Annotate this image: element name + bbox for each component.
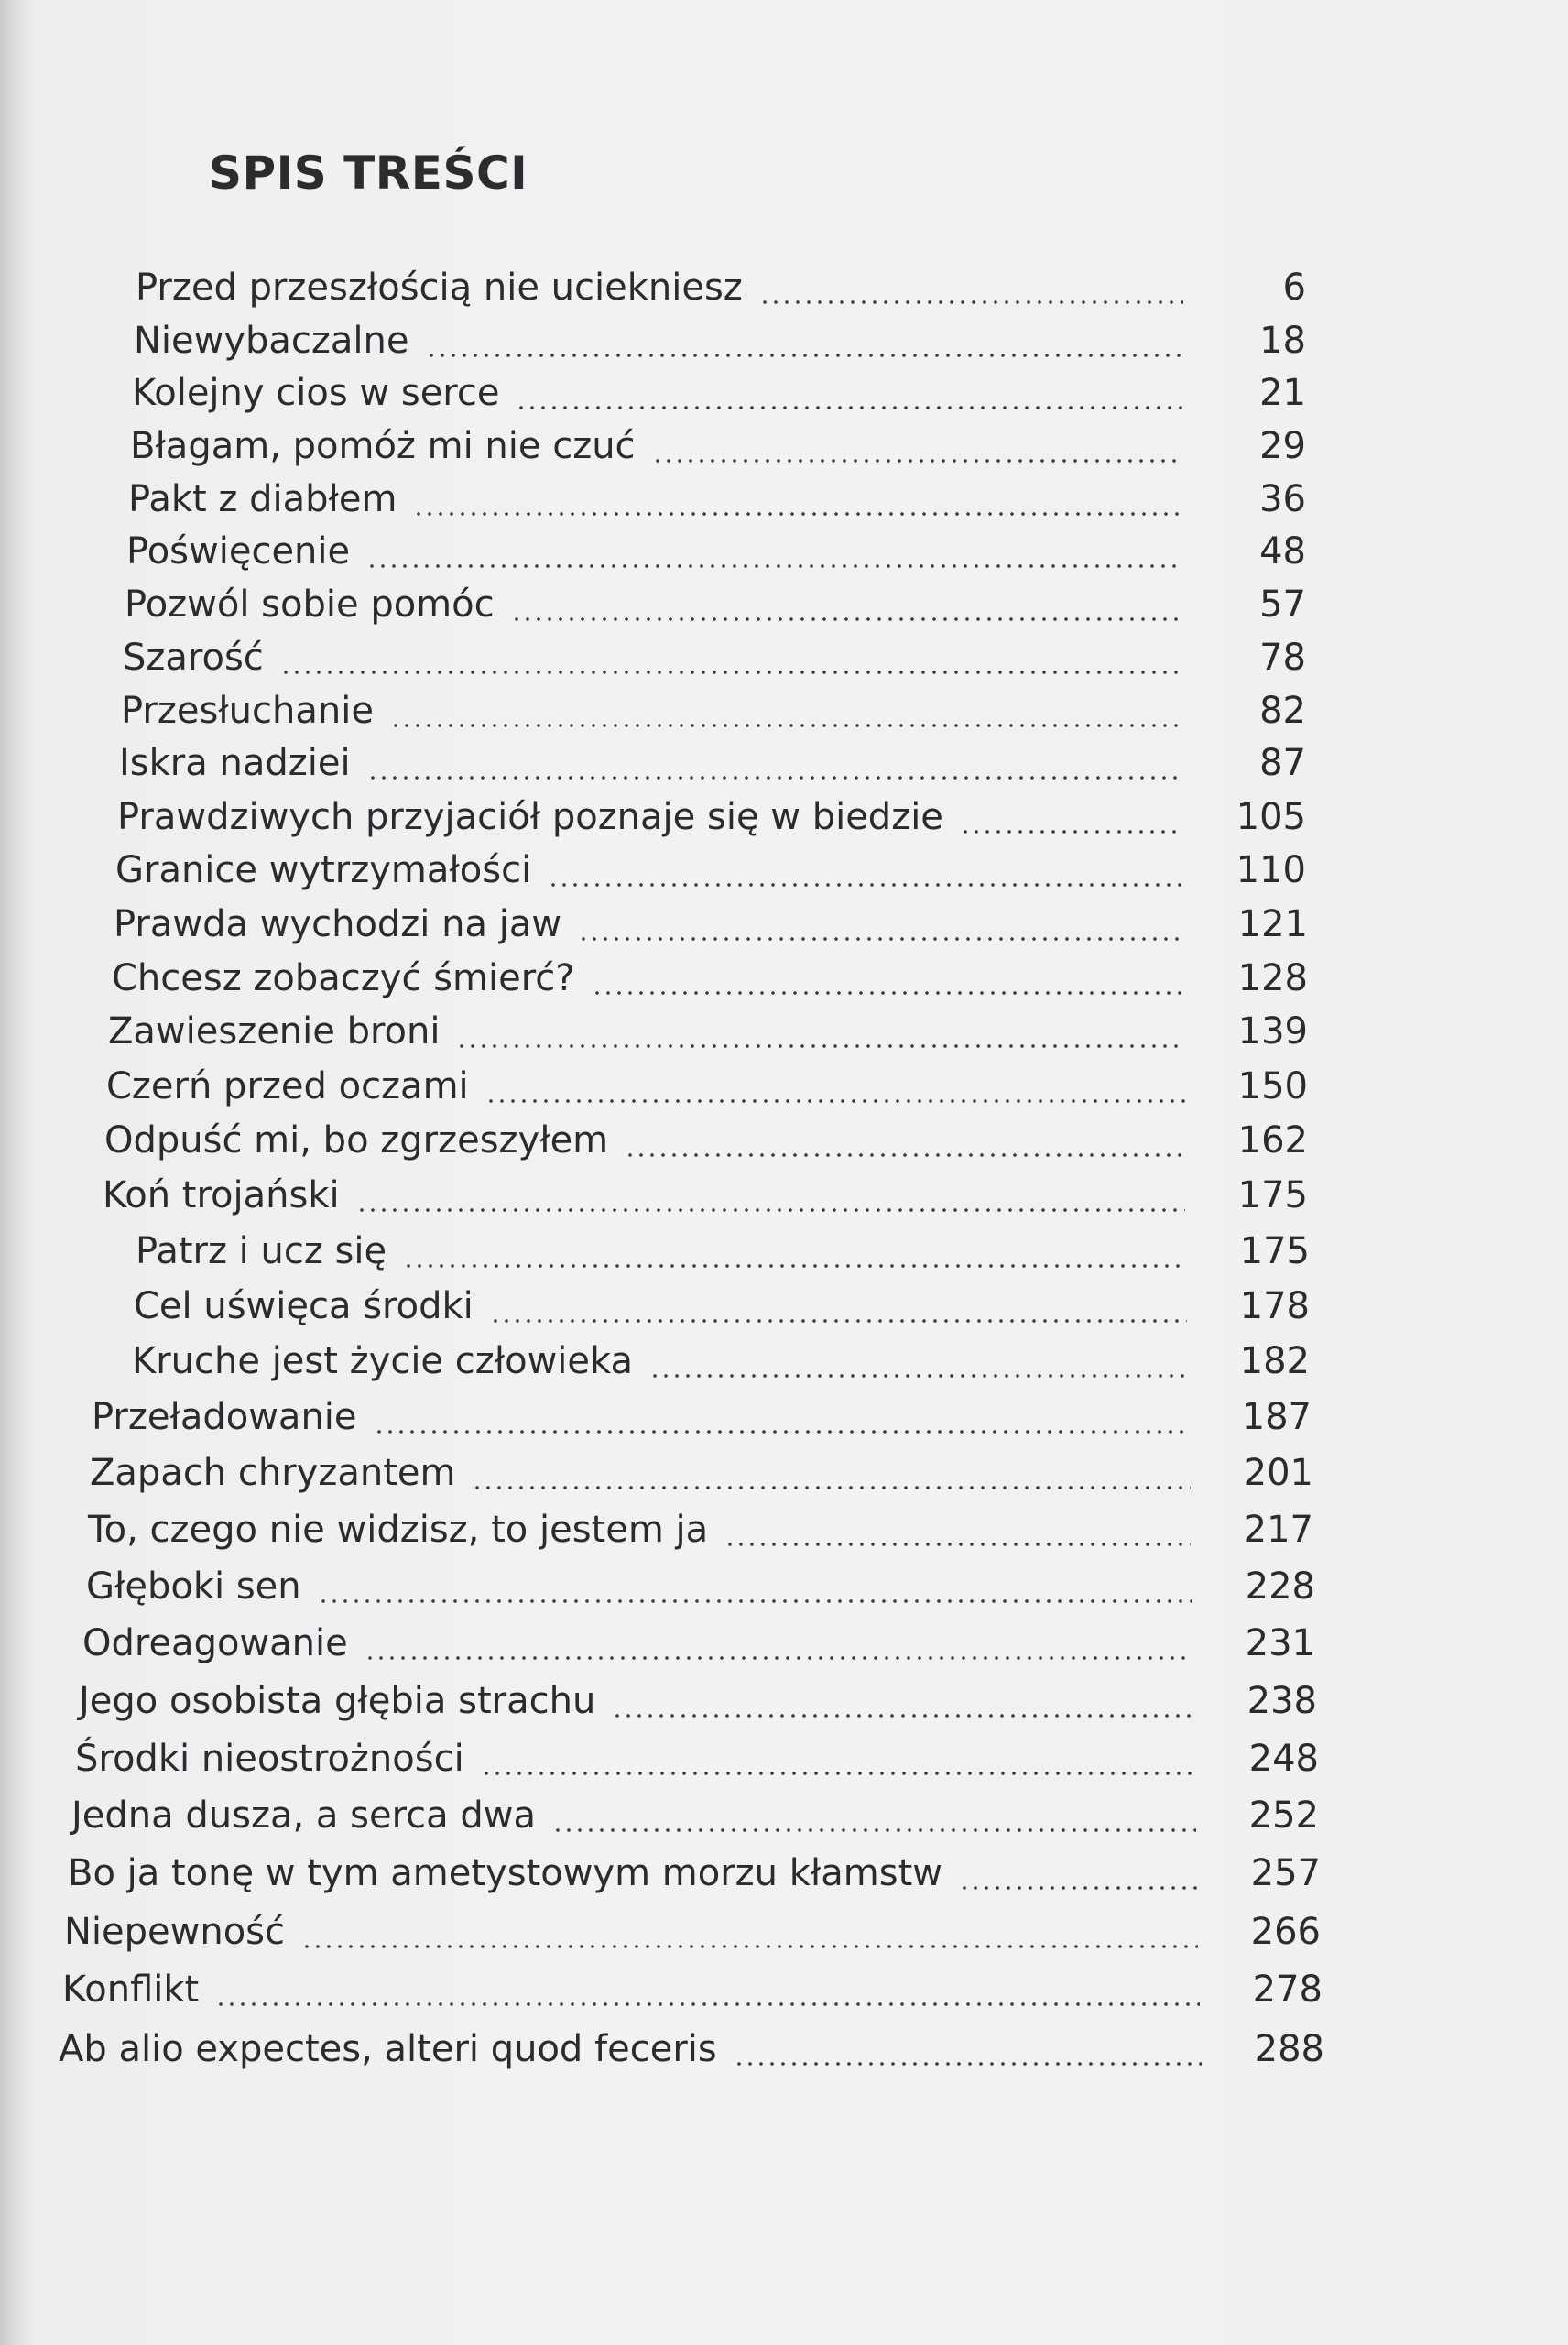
toc-entry-title: Głęboki sen bbox=[86, 1565, 301, 1608]
toc-entry bbox=[71, 1786, 1319, 1838]
dot-leader bbox=[490, 1319, 1187, 1323]
toc-entry bbox=[64, 1903, 1321, 1954]
toc-entry bbox=[75, 1729, 1319, 1781]
toc-entry bbox=[132, 364, 1306, 415]
toc-entry-title: Prawda wychodzi na jaw bbox=[114, 903, 562, 945]
dot-leader bbox=[759, 300, 1183, 304]
dot-leader bbox=[374, 1430, 1189, 1434]
toc-entry-title: Błagam, pomóż mi nie czuć bbox=[130, 425, 636, 467]
toc-entry-page: 252 bbox=[1248, 1794, 1319, 1837]
toc-entry-page: 162 bbox=[1237, 1119, 1308, 1162]
toc-entry-title: Czerń przed oczami bbox=[106, 1065, 469, 1107]
toc-entry-title: Poświęcenie bbox=[126, 530, 351, 573]
toc-entry-title: To, czego nie widzisz, to jestem ja bbox=[88, 1509, 709, 1551]
toc-entry-title: Prawdziwych przyjaciół poznaje się w biedzie bbox=[117, 796, 943, 838]
dot-leader bbox=[366, 564, 1183, 568]
dot-leader bbox=[367, 776, 1183, 780]
toc-entry-title: Niewybaczalne bbox=[134, 320, 409, 362]
toc-entry-title: Bo ja tonę w tym ametystowym morzu kłamstw bbox=[68, 1852, 942, 1894]
toc-entry bbox=[103, 1166, 1308, 1217]
toc-entry-page: 128 bbox=[1237, 957, 1308, 999]
toc-entry bbox=[108, 1002, 1308, 1053]
dot-leader bbox=[280, 671, 1183, 674]
dot-leader bbox=[365, 1656, 1192, 1660]
dot-leader bbox=[301, 1945, 1198, 1948]
toc-entry-title: Jego osobista głębia strachu bbox=[79, 1680, 596, 1722]
toc-entry-title: Kruche jest życie człowieka bbox=[132, 1340, 633, 1382]
dot-leader bbox=[516, 406, 1183, 409]
dot-leader bbox=[592, 991, 1186, 995]
toc-entry-page: 231 bbox=[1245, 1622, 1315, 1664]
toc-entry-page: 87 bbox=[1259, 742, 1306, 784]
toc-entry-title: Przesłuchanie bbox=[121, 690, 374, 732]
toc-entry bbox=[119, 734, 1306, 785]
toc-entry-page: 228 bbox=[1245, 1565, 1315, 1608]
dot-leader bbox=[724, 1543, 1191, 1546]
dot-leader bbox=[390, 724, 1183, 727]
dot-leader bbox=[552, 1828, 1196, 1832]
toc-entry bbox=[114, 895, 1308, 946]
toc-entry-title: Koń trojański bbox=[103, 1174, 340, 1216]
toc-entry bbox=[104, 1111, 1308, 1162]
toc-entry-title: Odreagowanie bbox=[82, 1622, 348, 1664]
toc-entry-page: 182 bbox=[1239, 1340, 1310, 1382]
dot-leader bbox=[485, 1099, 1185, 1103]
toc-entry-title: Przed przeszłością nie uciekniesz bbox=[136, 267, 743, 309]
dot-leader bbox=[649, 1374, 1187, 1378]
toc-entry-title: Granice wytrzymałości bbox=[115, 849, 532, 891]
toc-entry bbox=[86, 1557, 1315, 1609]
page-title: SPIS TREŚCI bbox=[209, 147, 528, 200]
toc-entry-title: Jedna dusza, a serca dwa bbox=[71, 1794, 536, 1837]
toc-entry-title: Odpuść mi, bo zgrzeszyłem bbox=[104, 1119, 609, 1162]
toc-entry-page: 57 bbox=[1259, 584, 1306, 626]
toc-entry bbox=[88, 1500, 1313, 1552]
toc-entry bbox=[126, 522, 1306, 573]
toc-entry bbox=[136, 258, 1306, 310]
toc-entry-page: 175 bbox=[1237, 1174, 1308, 1216]
toc-entry bbox=[130, 417, 1306, 468]
dot-leader bbox=[548, 883, 1183, 887]
dot-leader bbox=[426, 354, 1183, 357]
dot-leader bbox=[356, 1208, 1185, 1212]
dot-leader bbox=[960, 830, 1183, 834]
toc-entry-page: 248 bbox=[1248, 1738, 1319, 1780]
toc-entry bbox=[136, 1222, 1310, 1273]
toc-entry-title: Chcesz zobaczyć śmierć? bbox=[112, 957, 575, 999]
toc-entry bbox=[79, 1672, 1317, 1723]
toc-entry-page: 48 bbox=[1259, 530, 1306, 573]
toc-entry-title: Pakt z diabłem bbox=[128, 478, 397, 520]
toc-entry bbox=[134, 1277, 1310, 1328]
toc-entry-page: 278 bbox=[1252, 1969, 1323, 2011]
toc-entry-page: 105 bbox=[1236, 796, 1306, 838]
toc-entry-page: 187 bbox=[1241, 1396, 1312, 1438]
toc-entry-title: Iskra nadziei bbox=[119, 742, 351, 784]
toc-entry-page: 29 bbox=[1259, 425, 1306, 467]
toc-entry bbox=[134, 311, 1306, 363]
toc-entry-page: 110 bbox=[1236, 849, 1306, 891]
toc-entry-title: Pozwól sobie pomóc bbox=[125, 584, 495, 626]
toc-entry bbox=[117, 788, 1306, 839]
toc-entry-page: 139 bbox=[1237, 1010, 1308, 1053]
dot-leader bbox=[511, 617, 1183, 621]
toc-entry bbox=[62, 1960, 1323, 2012]
dot-leader bbox=[652, 459, 1183, 463]
toc-entry bbox=[132, 1332, 1310, 1383]
toc-entry-title: Patrz i ucz się bbox=[136, 1230, 387, 1272]
toc-entry-page: 18 bbox=[1259, 320, 1306, 362]
toc-entry-title: Szarość bbox=[123, 637, 264, 679]
toc-entry bbox=[128, 470, 1306, 521]
toc-entry-title: Przeładowanie bbox=[92, 1396, 357, 1438]
toc-entry bbox=[68, 1844, 1321, 1895]
toc-entry-title: Konflikt bbox=[62, 1969, 200, 2011]
toc-entry-page: 288 bbox=[1254, 2028, 1324, 2070]
dot-leader bbox=[456, 1044, 1185, 1048]
toc-entry-page: 6 bbox=[1282, 267, 1306, 309]
toc-entry-page: 178 bbox=[1239, 1285, 1310, 1327]
dot-leader bbox=[612, 1714, 1194, 1718]
toc-entry-page: 36 bbox=[1259, 478, 1306, 520]
toc-entry-page: 175 bbox=[1239, 1230, 1310, 1272]
toc-entry-title: Środki nieostrożności bbox=[75, 1738, 464, 1780]
toc-entry-title: Ab alio expectes, alteri quod feceris bbox=[59, 2028, 717, 2070]
toc-entry-title: Zapach chryzantem bbox=[90, 1452, 456, 1494]
toc-entry-title: Cel uświęca środki bbox=[134, 1285, 474, 1327]
toc-entry bbox=[92, 1388, 1312, 1439]
dot-leader bbox=[734, 2062, 1202, 2066]
toc-entry-page: 201 bbox=[1243, 1452, 1313, 1494]
dot-leader bbox=[413, 512, 1183, 516]
toc-entry-page: 150 bbox=[1237, 1065, 1308, 1107]
toc-entry-page: 121 bbox=[1237, 903, 1308, 945]
toc-entry bbox=[115, 841, 1306, 892]
toc-entry bbox=[82, 1614, 1315, 1665]
toc-entry bbox=[59, 2020, 1324, 2071]
toc-entry-page: 82 bbox=[1259, 690, 1306, 732]
toc-entry-page: 217 bbox=[1243, 1509, 1313, 1551]
dot-leader bbox=[959, 1886, 1198, 1890]
toc-entry bbox=[112, 949, 1308, 1000]
toc-entry-page: 257 bbox=[1250, 1852, 1321, 1894]
toc-entry-page: 78 bbox=[1259, 637, 1306, 679]
dot-leader bbox=[403, 1264, 1187, 1268]
toc-entry-title: Zawieszenie broni bbox=[108, 1010, 441, 1053]
toc-entry bbox=[90, 1444, 1313, 1495]
dot-leader bbox=[481, 1772, 1196, 1775]
dot-leader bbox=[625, 1153, 1185, 1157]
dot-leader bbox=[472, 1486, 1191, 1489]
toc-entry bbox=[106, 1057, 1308, 1108]
toc-entry-title: Kolejny cios w serce bbox=[132, 372, 500, 414]
toc-entry-page: 238 bbox=[1247, 1680, 1317, 1722]
toc-entry bbox=[123, 628, 1306, 680]
toc-entry-title: Niepewność bbox=[64, 1911, 286, 1953]
toc-entry-page: 266 bbox=[1250, 1911, 1321, 1953]
dot-leader bbox=[578, 937, 1185, 941]
dot-leader bbox=[318, 1599, 1192, 1603]
dot-leader bbox=[215, 2002, 1200, 2006]
toc-entry bbox=[125, 575, 1306, 627]
toc-entry bbox=[121, 682, 1306, 733]
toc-entry-page: 21 bbox=[1259, 372, 1306, 414]
